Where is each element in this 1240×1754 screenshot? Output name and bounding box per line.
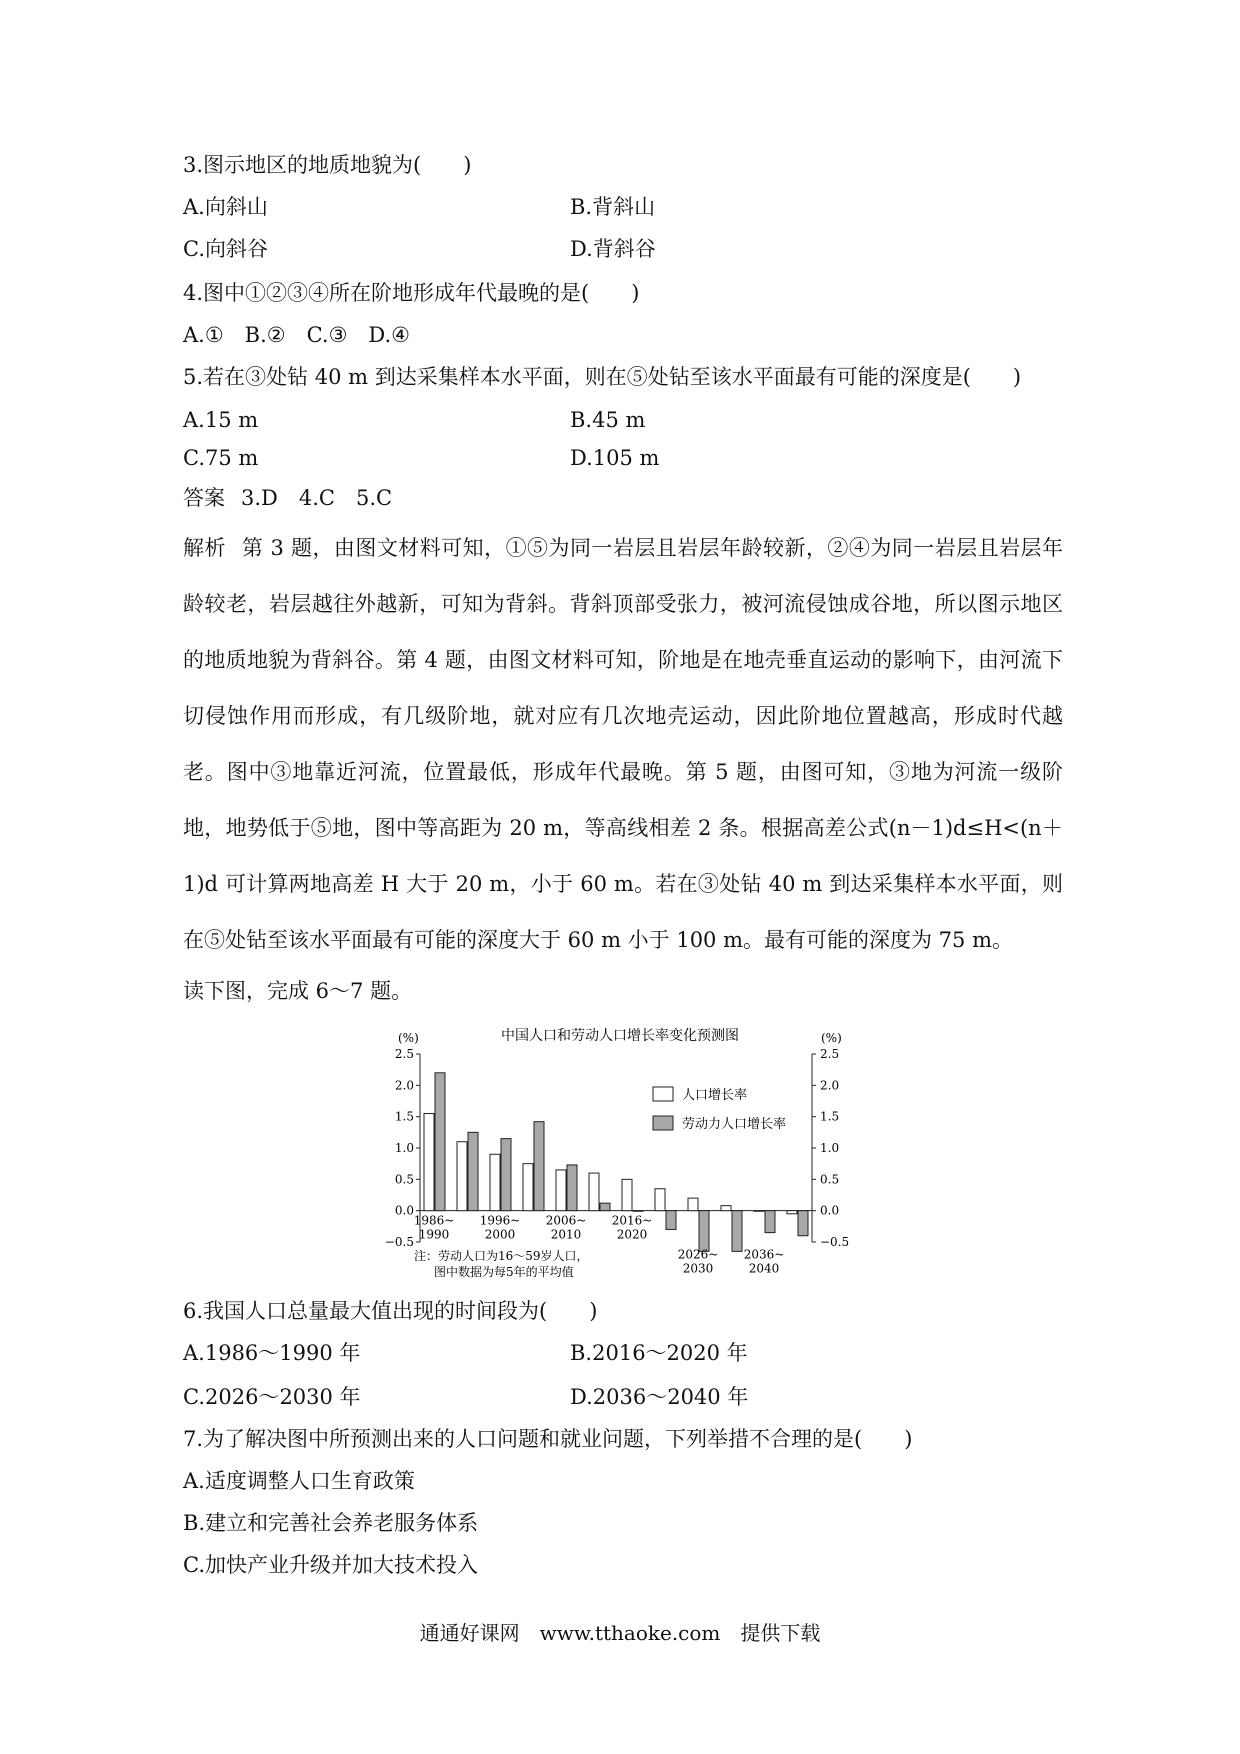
q7-option-b: B.建立和完善社会养老服务体系 <box>183 1511 479 1535</box>
bar-population-growth <box>523 1164 533 1211</box>
bar-labor-growth <box>633 1211 643 1212</box>
x-label-bottom: 2020 <box>616 1227 648 1242</box>
bar-labor-growth <box>699 1211 709 1252</box>
x-label-bottom: 2030 <box>682 1261 714 1276</box>
x-label-top: 1986~ <box>413 1213 455 1228</box>
left-tick-label: −0.5 <box>384 1235 414 1249</box>
bar-labor-growth <box>732 1211 742 1252</box>
bar-labor-growth <box>600 1203 610 1211</box>
left-tick-label: 2.0 <box>394 1078 414 1093</box>
bar-population-growth <box>655 1189 665 1211</box>
q6-stem: 6.我国人口总量最大值出现的时间段为( ) <box>183 1299 598 1323</box>
bar-labor-growth <box>435 1073 445 1211</box>
q7-option-a: A.适度调整人口生育政策 <box>183 1469 415 1493</box>
left-tick-label: 0.0 <box>394 1203 414 1218</box>
q5-option-a: A.15 m <box>183 408 259 432</box>
x-label-top: 1996~ <box>479 1213 521 1228</box>
analysis-label: 解析 <box>183 536 226 560</box>
q7-option-c: C.加快产业升级并加大技术投入 <box>183 1553 478 1577</box>
q6-option-a: A.1986～1990 年 <box>183 1341 361 1365</box>
bar-population-growth <box>556 1170 566 1211</box>
q3-stem: 3.图示地区的地质地貌为( ) <box>183 153 472 177</box>
right-tick-label: 0.5 <box>820 1172 840 1187</box>
right-tick-label: 2.5 <box>820 1047 840 1061</box>
q3-option-d: D.背斜谷 <box>570 237 656 261</box>
right-tick-label: 0.0 <box>820 1203 840 1218</box>
x-label-top: 2006~ <box>545 1213 587 1228</box>
q3-option-a: A.向斜山 <box>183 195 268 219</box>
q5-option-d: D.105 m <box>570 446 660 470</box>
chart-note-line1: 注：劳动人口为16～59岁人口， <box>414 1249 589 1263</box>
legend-swatch-population <box>653 1087 673 1101</box>
right-tick-label: 1.0 <box>820 1141 840 1155</box>
analysis-text: 第 3 题，由图文材料可知，①⑤为同一岩层且岩层年龄较新，②④为同一岩层且岩层年龄较老，岩层越往外越新，可知为背斜。背斜顶部受张力，被河流侵蚀成谷地，所以图示地区的地质地貌为背斜谷。第 4 题，由图文材料可知，阶地是在地壳垂直运动的影响下，由河流下切侵蚀作用而形成，有几级阶地，就对应有几次地壳运动，因此阶地位置越高，形成时代越老。图中③地靠近河流，位置最低，形成年代最晚。第 5 题，由图可知，③地为河流一级阶地，地势低于⑤地，图中等高距为 20 m，等高线相差 2 条。根据高差公式(n－1)d≤H<(n＋1)d 可计算两地高差 H 大于 20 m，小于 60 m。若在③处钻 40 m 到达采集样本水平面，则在⑤处钻至该水平面最有可能的深度大于 60 m 小于 100 m。最有可能的深度为 75 m。 <box>183 536 1063 952</box>
x-label-top: 2036~ <box>743 1247 785 1262</box>
bar-labor-growth <box>468 1132 478 1210</box>
x-label-bottom: 1990 <box>418 1227 450 1242</box>
right-tick-label: 1.5 <box>820 1109 840 1124</box>
bar-population-growth <box>787 1211 797 1214</box>
bar-population-growth <box>490 1154 500 1210</box>
bar-population-growth <box>754 1211 764 1212</box>
left-tick-label: 2.5 <box>394 1047 414 1061</box>
bar-population-growth <box>424 1114 434 1211</box>
legend-label-population: 人口增长率 <box>682 1088 748 1103</box>
left-tick-label: 0.5 <box>394 1172 414 1187</box>
bar-labor-growth <box>567 1165 577 1211</box>
analysis-paragraph <box>183 520 1063 968</box>
answer-text: 3.D 4.C 5.C <box>241 486 393 510</box>
x-label-bottom: 2040 <box>748 1261 780 1276</box>
q6-option-d: D.2036～2040 年 <box>570 1385 749 1409</box>
right-tick-label: −0.5 <box>820 1235 850 1249</box>
legend-swatch-labor <box>653 1116 673 1130</box>
q6-option-b: B.2016～2020 年 <box>570 1341 748 1365</box>
bar-population-growth <box>622 1179 632 1210</box>
x-label-bottom: 2000 <box>484 1227 516 1242</box>
intro-line: 读下图，完成 6～7 题。 <box>183 979 413 1003</box>
bar-labor-growth <box>798 1211 808 1236</box>
answer-label: 答案 <box>183 486 225 510</box>
x-label-top: 2026~ <box>677 1247 719 1262</box>
bar-population-growth <box>721 1206 731 1211</box>
q5-option-c: C.75 m <box>183 446 259 470</box>
x-label-top: 2016~ <box>611 1213 653 1228</box>
page-footer: 通通好课网 www.tthaoke.com 提供下载 <box>419 1621 821 1645</box>
left-axis-unit: (%) <box>398 1031 419 1045</box>
bar-labor-growth <box>765 1211 775 1233</box>
legend-label-labor: 劳动力人口增长率 <box>682 1117 787 1132</box>
q7-stem: 7.为了解决图中所预测出来的人口问题和就业问题，下列举措不合理的是( ) <box>183 1427 913 1451</box>
q3-option-b: B.背斜山 <box>570 195 656 219</box>
left-tick-label: 1.0 <box>394 1141 414 1155</box>
bar-population-growth <box>589 1173 599 1211</box>
bar-population-growth <box>457 1142 467 1211</box>
q5-stem: 5.若在③处钻 40 m 到达采集样本水平面，则在⑤处钻至该水平面最有可能的深度是( ) <box>183 365 1022 389</box>
bar-population-growth <box>688 1198 698 1211</box>
answer-line <box>183 483 392 513</box>
left-tick-label: 1.5 <box>394 1109 414 1124</box>
q4-stem: 4.图中①②③④所在阶地形成年代最晚的是( ) <box>183 281 640 305</box>
legend <box>653 1087 786 1132</box>
population-growth-chart <box>380 1022 860 1292</box>
q4-options: A.① B.② C.③ D.④ <box>183 323 411 347</box>
right-tick-label: 2.0 <box>820 1078 840 1093</box>
chart-note-line2: 图中数据为每5年的平均值 <box>434 1265 574 1279</box>
q5-option-b: B.45 m <box>570 408 646 432</box>
bar-labor-growth <box>534 1122 544 1211</box>
q6-option-c: C.2026～2030 年 <box>183 1385 361 1409</box>
right-axis-ticks <box>812 1047 849 1249</box>
chart-title: 中国人口和劳动人口增长率变化预测图 <box>501 1028 739 1044</box>
bar-labor-growth <box>501 1139 511 1211</box>
x-label-bottom: 2010 <box>550 1227 582 1242</box>
q3-option-c: C.向斜谷 <box>183 237 268 261</box>
bar-labor-growth <box>666 1211 676 1230</box>
right-axis-unit: (%) <box>821 1031 842 1045</box>
